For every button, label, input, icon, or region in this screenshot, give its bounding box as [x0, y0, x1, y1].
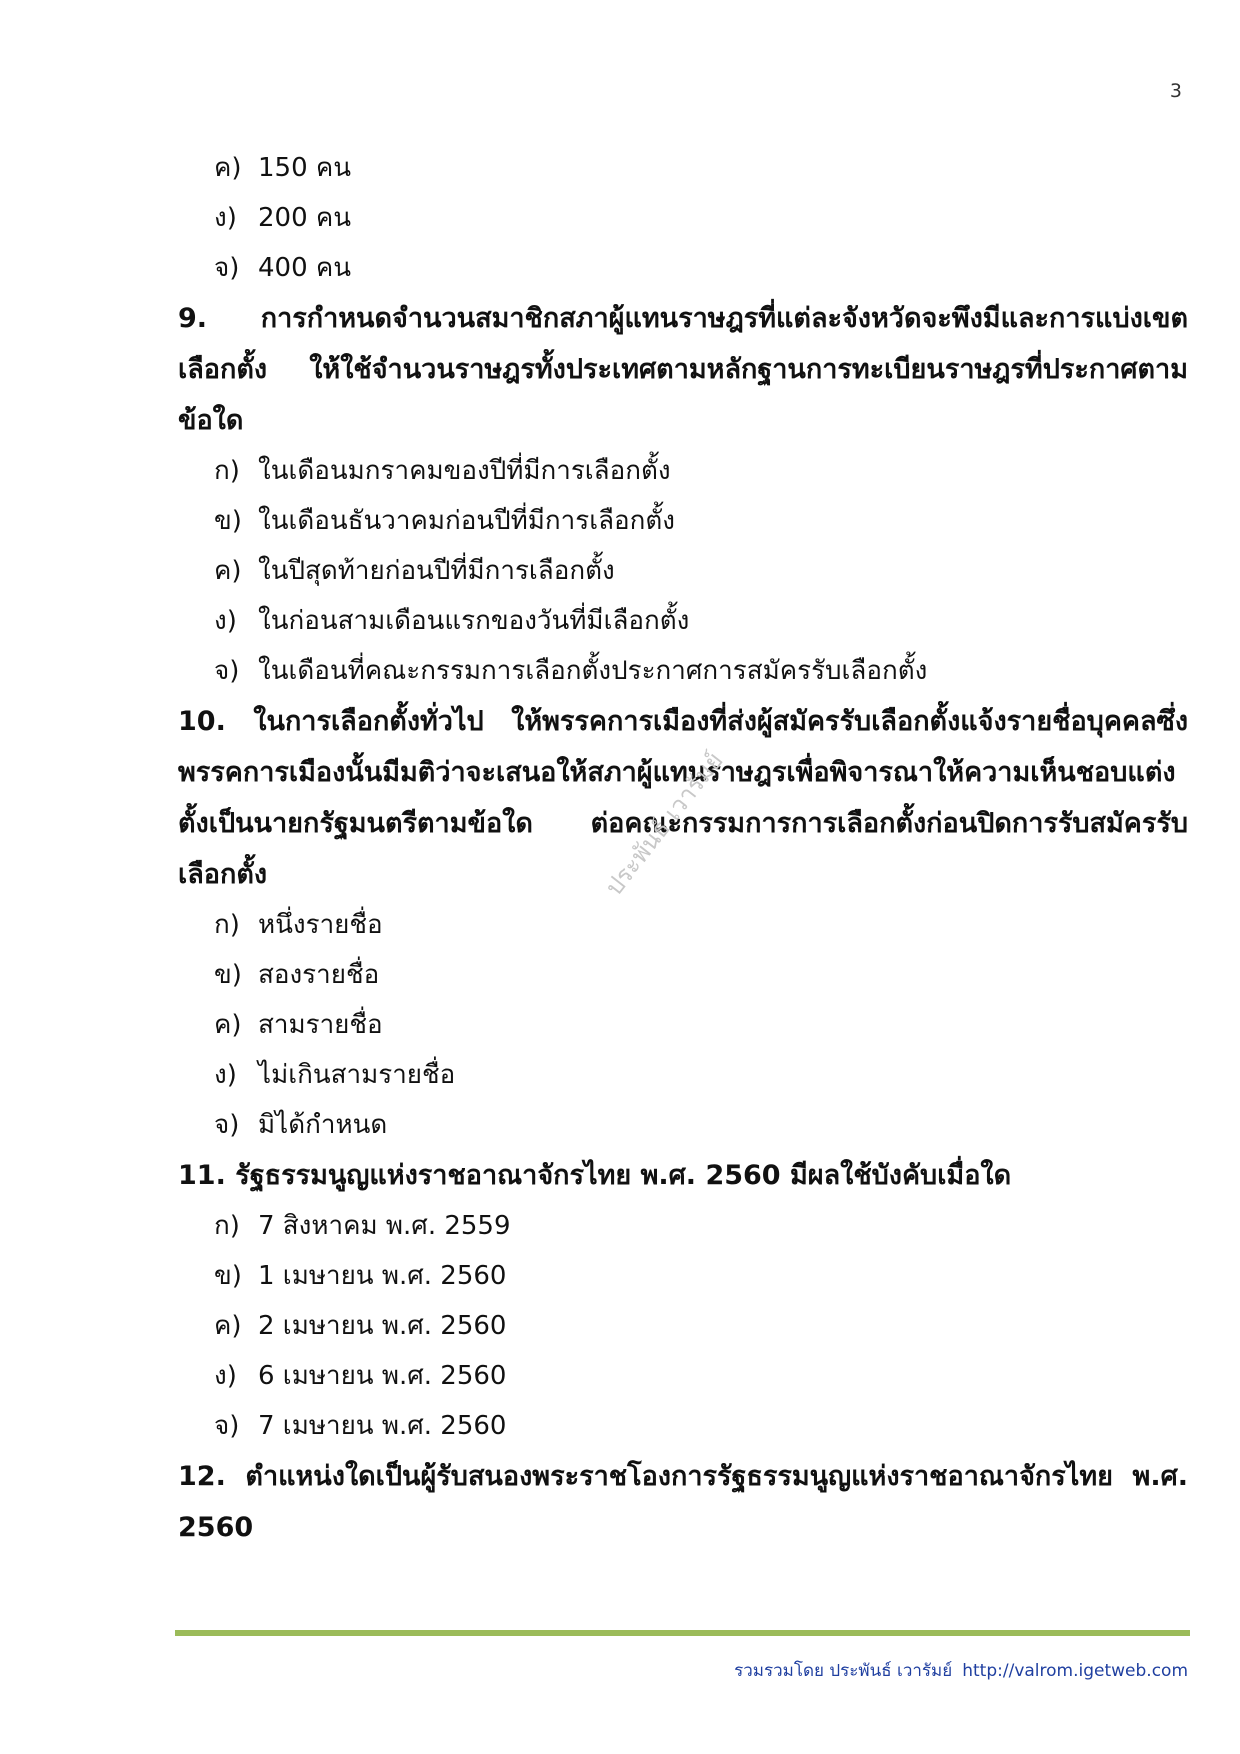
option-letter: ข) [214, 960, 242, 990]
option-letter: จ) [214, 656, 240, 686]
option-text: 7 สิงหาคม พ.ศ. 2559 [258, 1211, 511, 1241]
option-text: 200 คน [258, 203, 352, 233]
option-letter: จ) [214, 1411, 240, 1441]
option-letter: ก) [214, 1211, 240, 1241]
answer-option [178, 546, 1188, 596]
option-letter: ข) [214, 1261, 242, 1291]
option-letter: ค) [214, 1311, 242, 1341]
answer-option [178, 1100, 1188, 1150]
answer-option [178, 900, 1188, 950]
answer-option [178, 1301, 1188, 1351]
answer-option [178, 1401, 1188, 1451]
answer-option [178, 596, 1188, 646]
answer-option [178, 646, 1188, 696]
option-letter: ก) [214, 910, 240, 940]
option-text: 6 เมษายน พ.ศ. 2560 [258, 1361, 507, 1391]
option-text: 150 คน [258, 153, 352, 183]
footer [734, 1657, 1188, 1684]
option-letter: จ) [214, 253, 240, 283]
option-text: ในเดือนธันวาคมก่อนปีที่มีการเลือกตั้ง [258, 506, 675, 536]
option-letter: ค) [214, 1010, 242, 1040]
answer-option [178, 1201, 1188, 1251]
option-text: มิได้กำหนด [258, 1110, 388, 1140]
option-letter: จ) [214, 1110, 240, 1140]
option-text: 400 คน [258, 253, 352, 283]
option-letter: ก) [214, 456, 240, 486]
option-text: 1 เมษายน พ.ศ. 2560 [258, 1261, 507, 1291]
option-letter: ง) [214, 1361, 237, 1391]
answer-option [178, 143, 1188, 193]
option-letter: ค) [214, 153, 242, 183]
answer-option [178, 1351, 1188, 1401]
answer-option [178, 1000, 1188, 1050]
option-text: หนึ่งรายชื่อ [258, 910, 383, 940]
answer-option [178, 243, 1188, 293]
document-body [178, 143, 1188, 1553]
answer-option [178, 446, 1188, 496]
watermark-text: ประพันธ์ เวารัมย์ [599, 747, 729, 901]
option-letter: ง) [214, 1060, 237, 1090]
answer-option [178, 950, 1188, 1000]
option-text: สองรายชื่อ [258, 960, 380, 990]
question-text: 10. ในการเลือกตั้งทั่วไป ให้พรรคการเมืองที่ส่งผู้สมัครรับเลือกตั้งแจ้งรายชื่อบุคคลซึ่งพรรคการเมืองนั้นมีมติว่าจะเสนอให้สภาผู้แทนราษฎรเพื่อพิจารณาให้ความเห็นชอบแต่งตั้งเป็นนายกรัฐมนตรีตามข้อใด ต่อคณะกรรมการการเลือกตั้งก่อนปิดการรับสมัครรับเลือกตั้ง [178, 706, 1188, 890]
answer-option [178, 1050, 1188, 1100]
option-text: ในเดือนที่คณะกรรมการเลือกตั้งประกาศการสมัครรับเลือกตั้ง [258, 656, 928, 686]
footer-compiled-by: รวมรวมโดย ประพันธ์ เวารัมย์ [734, 1661, 953, 1681]
option-text: ในก่อนสามเดือนแรกของวันที่มีเลือกตั้ง [258, 606, 690, 636]
option-text: ในเดือนมกราคมของปีที่มีการเลือกตั้ง [258, 456, 671, 486]
option-text: 2 เมษายน พ.ศ. 2560 [258, 1311, 507, 1341]
answer-option [178, 193, 1188, 243]
footer-url-link[interactable]: http://valrom.igetweb.com [962, 1661, 1188, 1681]
question-text: 11. รัฐธรรมนูญแห่งราชอาณาจักรไทย พ.ศ. 2560 มีผลใช้บังคับเมื่อใด [178, 1160, 1012, 1191]
footer-divider [175, 1630, 1190, 1636]
page-number: 3 [1169, 80, 1182, 102]
option-letter: ง) [214, 203, 237, 233]
option-letter: ง) [214, 606, 237, 636]
answer-option [178, 496, 1188, 546]
option-letter: ข) [214, 506, 242, 536]
option-text: สามรายชื่อ [258, 1010, 383, 1040]
option-text: 7 เมษายน พ.ศ. 2560 [258, 1411, 507, 1441]
answer-option [178, 1251, 1188, 1301]
question-text: 12. ตำแหน่งใดเป็นผู้รับสนองพระราชโองการรัฐธรรมนูญแห่งราชอาณาจักรไทย พ.ศ. 2560 [178, 1461, 1188, 1543]
option-text: ในปีสุดท้ายก่อนปีที่มีการเลือกตั้ง [258, 556, 615, 586]
option-letter: ค) [214, 556, 242, 586]
question-text: 9. การกำหนดจำนวนสมาชิกสภาผู้แทนราษฎรที่แต่ละจังหวัดจะพึงมีและการแบ่งเขตเลือกตั้ง ให้ใช้จำนวนราษฎรทั้งประเทศตามหลักฐานการทะเบียนราษฎรที่ประกาศตามข้อใด [178, 303, 1188, 436]
option-text: ไม่เกินสามรายชื่อ [258, 1060, 456, 1090]
